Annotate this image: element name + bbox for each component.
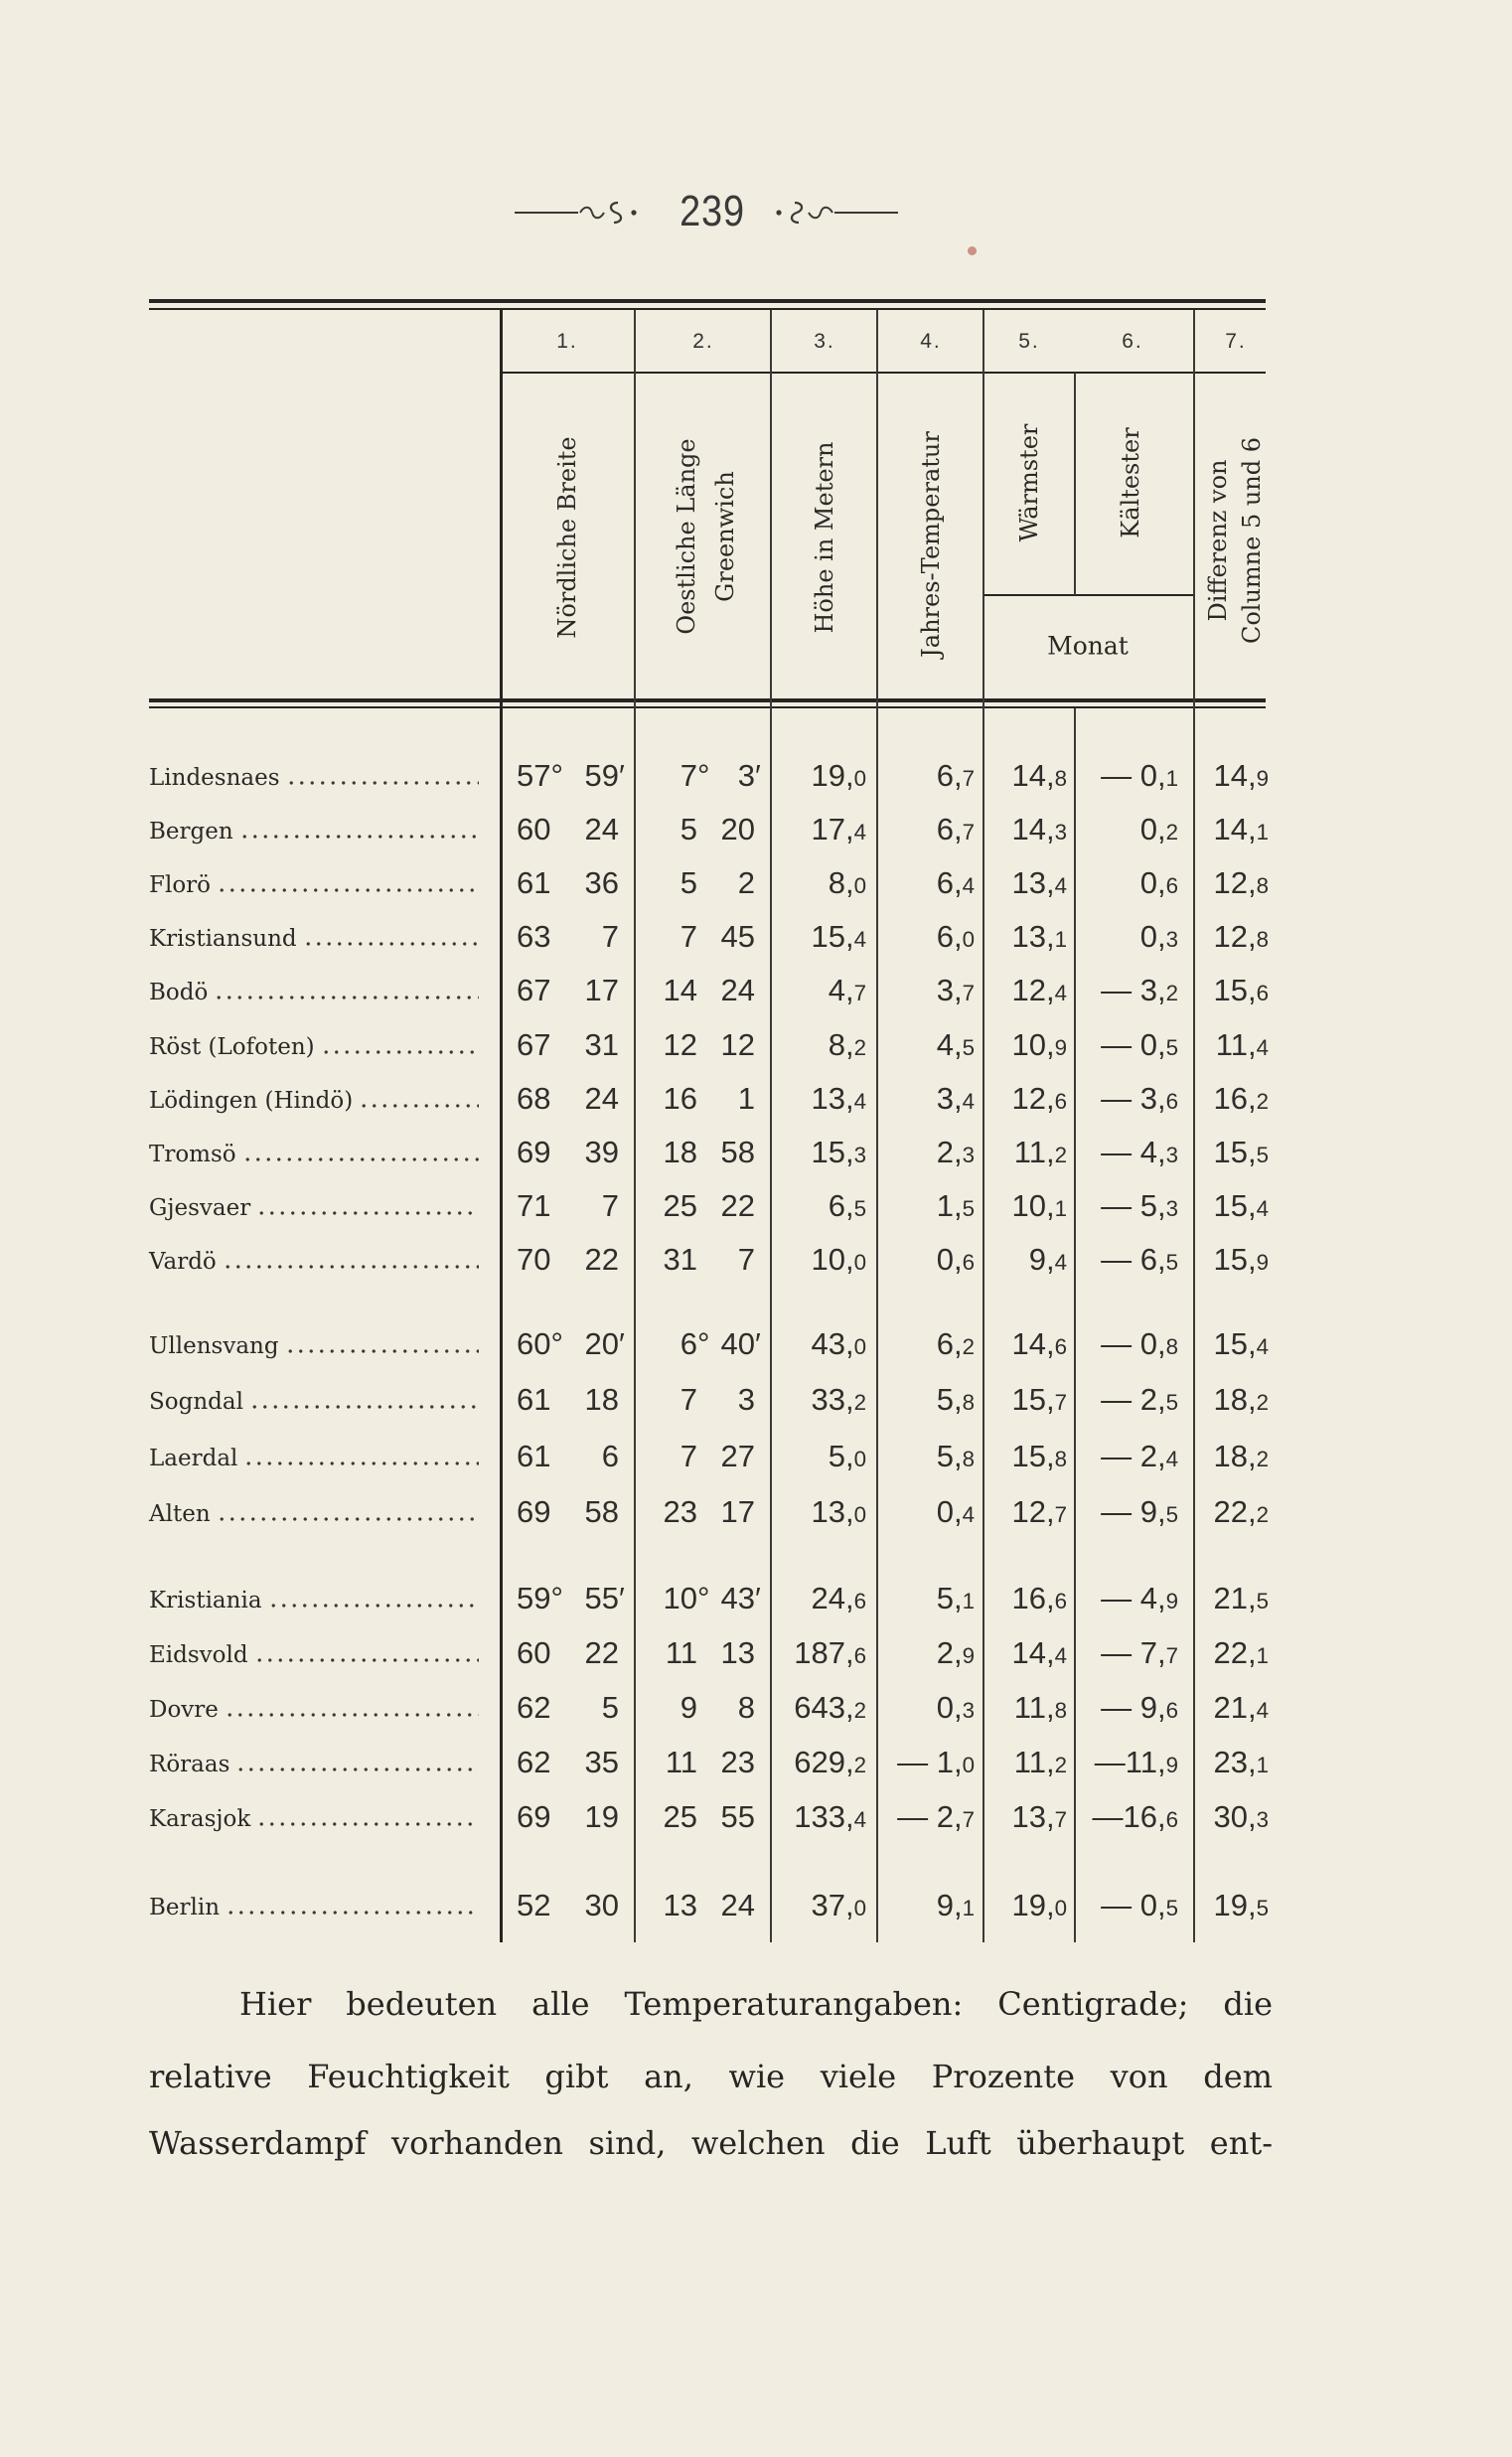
warmest-month-temperature: 13,7 — [1011, 1799, 1067, 1834]
header-height: Höhe in Metern — [811, 441, 838, 634]
latitude-degrees: 61 — [517, 865, 551, 901]
place-cell — [149, 1879, 479, 1932]
longitude-degrees: 7 — [680, 1382, 697, 1418]
coldest-month-temperature: —11,9 — [1094, 1745, 1178, 1779]
latitude-minutes: 24 — [584, 812, 619, 847]
header-annual-temperature: Jahres-Temperatur — [917, 431, 945, 658]
longitude-degrees: 5 — [680, 812, 697, 847]
column-number: 7. — [1225, 330, 1247, 353]
height-meters: 17,4 — [811, 812, 866, 847]
longitude-minutes: 7 — [737, 1241, 755, 1277]
column-number: 5. — [1018, 330, 1040, 353]
temperature-difference: 23,1 — [1213, 1745, 1269, 1779]
latitude-minutes: 39 — [584, 1134, 619, 1169]
header-longitude: Oestliche Länge — [673, 438, 700, 635]
temperature-difference: 14,1 — [1213, 812, 1269, 847]
latitude-degrees: 70 — [517, 1241, 551, 1277]
place-cell — [149, 1317, 479, 1371]
place-cell — [149, 1179, 479, 1233]
height-meters: 8,0 — [828, 865, 866, 901]
longitude-minutes: 2 — [737, 865, 755, 901]
warmest-month-temperature: 11,2 — [1013, 1745, 1067, 1779]
latitude-degrees: 68 — [517, 1080, 551, 1116]
table-row — [0, 1072, 1512, 1126]
place-cell — [149, 1736, 479, 1789]
place-name: Tromsö — [149, 1141, 236, 1167]
table-row — [0, 964, 1512, 1017]
place-cell — [149, 1126, 479, 1179]
header-coldest: Kältester — [1117, 427, 1144, 538]
latitude-degrees: 63 — [517, 919, 551, 955]
warmest-month-temperature: 10,9 — [1011, 1026, 1067, 1062]
height-meters: 13,0 — [811, 1493, 866, 1529]
latitude-minutes: 31 — [584, 1026, 619, 1062]
latitude-minutes: 30 — [584, 1888, 619, 1922]
column-number: 4. — [920, 330, 942, 353]
temperature-difference: 30,3 — [1213, 1799, 1269, 1834]
annual-temperature: — 2,7 — [897, 1799, 975, 1834]
place-name: Berlin — [149, 1895, 221, 1920]
table-row — [0, 1018, 1512, 1072]
warmest-month-temperature: 9,4 — [1028, 1241, 1067, 1277]
annual-temperature: — 1,0 — [897, 1745, 975, 1779]
temperature-difference: 16,2 — [1213, 1080, 1269, 1116]
longitude-degrees: 9 — [680, 1690, 697, 1725]
rule-header-bottom-thick — [149, 698, 1266, 702]
annual-temperature: 6,0 — [936, 919, 975, 955]
temperature-difference: 12,8 — [1213, 919, 1269, 955]
temperature-difference: 11,4 — [1215, 1026, 1269, 1062]
latitude-degrees: 60° — [517, 1326, 563, 1361]
longitude-degrees: 31 — [663, 1241, 697, 1277]
annual-temperature: 5,1 — [936, 1581, 975, 1615]
header-difference: Differenz von — [1204, 459, 1232, 622]
coldest-month-temperature: — 5,3 — [1101, 1187, 1178, 1223]
height-meters: 643,2 — [794, 1690, 866, 1725]
table-row — [0, 1879, 1512, 1932]
longitude-degrees: 14 — [663, 973, 697, 1008]
footnote-line: relative Feuchtigkeit gibt an, wie viele Prozente von dem — [149, 2058, 1273, 2095]
dot-leader — [242, 1156, 479, 1162]
latitude-degrees: 52 — [517, 1888, 551, 1922]
latitude-minutes: 24 — [584, 1080, 619, 1116]
place-cell — [149, 1681, 479, 1735]
warmest-month-temperature: 16,6 — [1011, 1581, 1067, 1615]
longitude-degrees: 16 — [663, 1080, 697, 1116]
longitude-minutes: 3′ — [737, 758, 761, 793]
place-cell — [149, 1373, 479, 1427]
footnote-line: Wasserdampf vorhanden sind, welchen die Luft überhaupt ent- — [149, 2124, 1273, 2162]
table-row — [0, 1485, 1512, 1539]
coldest-month-temperature: 0,2 — [1139, 812, 1178, 847]
column-number: 3. — [814, 330, 835, 353]
longitude-degrees: 6° — [680, 1326, 710, 1361]
table-row — [0, 1317, 1512, 1371]
temperature-difference: 15,6 — [1213, 973, 1269, 1008]
place-cell — [149, 1233, 479, 1287]
latitude-degrees: 60 — [517, 1635, 551, 1670]
coldest-month-temperature: — 2,4 — [1101, 1438, 1178, 1473]
height-meters: 6,5 — [828, 1187, 866, 1223]
dot-leader — [285, 1348, 479, 1354]
coldest-month-temperature: — 0,1 — [1101, 758, 1178, 793]
rule-column-numbers-bottom — [502, 372, 1266, 374]
height-meters: 15,3 — [811, 1134, 866, 1169]
place-name: Ullensvang — [149, 1333, 279, 1359]
table-row — [0, 856, 1512, 910]
annual-temperature: 6,2 — [936, 1326, 975, 1361]
coldest-month-temperature: — 3,6 — [1101, 1080, 1178, 1116]
temperature-difference: 18,2 — [1213, 1438, 1269, 1473]
right-ornament-icon — [767, 198, 900, 228]
dot-leader — [286, 780, 479, 786]
place-cell — [149, 1572, 479, 1625]
table-row — [0, 910, 1512, 964]
latitude-degrees: 67 — [517, 973, 551, 1008]
dot-leader — [268, 1603, 479, 1609]
annual-temperature: 6,7 — [936, 758, 975, 793]
longitude-minutes: 12 — [720, 1026, 755, 1062]
longitude-minutes: 23 — [720, 1745, 755, 1779]
dot-leader — [223, 1264, 479, 1270]
place-name: Lindesnaes — [149, 765, 280, 791]
latitude-degrees: 67 — [517, 1026, 551, 1062]
annual-temperature: 0,3 — [936, 1690, 975, 1725]
dot-leader — [359, 1103, 479, 1109]
warmest-month-temperature: 14,3 — [1011, 812, 1067, 847]
latitude-degrees: 62 — [517, 1745, 551, 1779]
header-longitude-reference: Greenwich — [711, 471, 739, 602]
rule-top-thin — [149, 308, 1266, 310]
place-cell — [149, 1790, 479, 1844]
column-number: 6. — [1122, 330, 1143, 353]
annual-temperature: 4,5 — [936, 1026, 975, 1062]
latitude-minutes: 58 — [584, 1493, 619, 1529]
longitude-degrees: 18 — [663, 1134, 697, 1169]
longitude-degrees: 13 — [663, 1888, 697, 1922]
page-number: 239 — [680, 187, 745, 235]
rule-header-bottom-thin — [149, 706, 1266, 708]
place-name: Kristiansund — [149, 926, 297, 953]
place-name: Bergen — [149, 819, 233, 845]
latitude-minutes: 55′ — [584, 1581, 625, 1615]
longitude-minutes: 45 — [720, 919, 755, 955]
place-name: Florö — [149, 872, 212, 899]
coldest-month-temperature: — 7,7 — [1101, 1635, 1178, 1670]
latitude-degrees: 57° — [517, 758, 563, 793]
column-number: 1. — [556, 330, 578, 353]
latitude-minutes: 36 — [584, 865, 619, 901]
dot-leader — [254, 1657, 479, 1663]
longitude-minutes: 58 — [720, 1134, 755, 1169]
latitude-minutes: 18 — [584, 1382, 619, 1418]
left-ornament-icon — [513, 198, 646, 228]
warmest-month-temperature: 15,8 — [1011, 1438, 1067, 1473]
latitude-minutes: 6 — [601, 1438, 619, 1473]
latitude-degrees: 69 — [517, 1799, 551, 1834]
dot-leader — [226, 1910, 479, 1916]
coldest-month-temperature: — 4,3 — [1101, 1134, 1178, 1169]
place-name: Vardö — [149, 1248, 217, 1275]
annual-temperature: 0,4 — [936, 1493, 975, 1529]
rule-top-thick — [149, 299, 1266, 303]
latitude-minutes: 59′ — [584, 758, 625, 793]
latitude-minutes: 7 — [601, 919, 619, 955]
latitude-degrees: 69 — [517, 1134, 551, 1169]
latitude-degrees: 60 — [517, 812, 551, 847]
latitude-minutes: 35 — [584, 1745, 619, 1779]
table-row — [0, 1626, 1512, 1680]
coldest-month-temperature: —16,6 — [1092, 1799, 1178, 1834]
place-cell — [149, 910, 479, 964]
longitude-minutes: 8 — [737, 1690, 755, 1725]
temperature-difference: 15,5 — [1213, 1134, 1269, 1169]
latitude-minutes: 7 — [601, 1187, 619, 1223]
latitude-minutes: 17 — [584, 973, 619, 1008]
annual-temperature: 0,6 — [936, 1241, 975, 1277]
coldest-month-temperature: — 0,5 — [1101, 1026, 1178, 1062]
place-name: Röst (Lofoten) — [149, 1033, 315, 1060]
temperature-difference: 15,4 — [1213, 1187, 1269, 1223]
annual-temperature: 6,7 — [936, 812, 975, 847]
place-name: Dovre — [149, 1697, 219, 1723]
place-cell — [149, 1018, 479, 1072]
latitude-degrees: 69 — [517, 1493, 551, 1529]
height-meters: 37,0 — [811, 1888, 866, 1922]
coldest-month-temperature: 0,6 — [1139, 865, 1178, 901]
longitude-minutes: 24 — [720, 1888, 755, 1922]
coldest-month-temperature: 0,3 — [1139, 919, 1178, 955]
annual-temperature: 3,7 — [936, 973, 975, 1008]
temperature-difference: 22,2 — [1213, 1493, 1269, 1529]
warmest-month-temperature: 19,0 — [1011, 1888, 1067, 1922]
height-meters: 8,2 — [828, 1026, 866, 1062]
coldest-month-temperature: — 4,9 — [1101, 1581, 1178, 1615]
latitude-degrees: 62 — [517, 1690, 551, 1725]
header-difference-detail: Columne 5 und 6 — [1238, 436, 1266, 645]
temperature-difference: 14,9 — [1213, 758, 1269, 793]
longitude-degrees: 25 — [663, 1187, 697, 1223]
coldest-month-temperature: — 0,8 — [1101, 1326, 1178, 1361]
table-row — [0, 1790, 1512, 1844]
coldest-month-temperature: — 3,2 — [1101, 973, 1178, 1008]
annual-temperature: 6,4 — [936, 865, 975, 901]
dot-leader — [217, 1516, 479, 1522]
dot-leader — [256, 1210, 479, 1216]
table-row — [0, 1430, 1512, 1483]
ink-spot — [968, 246, 977, 255]
annual-temperature: 2,3 — [936, 1134, 975, 1169]
place-cell — [149, 749, 479, 803]
header-latitude: Nördliche Breite — [553, 436, 581, 639]
temperature-difference: 15,4 — [1213, 1326, 1269, 1361]
annual-temperature: 9,1 — [936, 1888, 975, 1922]
place-name: Karasjok — [149, 1806, 251, 1832]
dot-leader — [321, 1049, 479, 1055]
table-row — [0, 1373, 1512, 1427]
place-name: Röraas — [149, 1752, 230, 1777]
warmest-month-temperature: 15,7 — [1011, 1382, 1067, 1418]
coldest-month-temperature: — 9,5 — [1101, 1493, 1178, 1529]
longitude-degrees: 11 — [665, 1745, 697, 1779]
temperature-difference: 15,9 — [1213, 1241, 1269, 1277]
place-cell — [149, 803, 479, 856]
table-row — [0, 1681, 1512, 1735]
height-meters: 187,6 — [794, 1635, 866, 1670]
footnote-line: Hier bedeuten alle Temperaturangaben: Centigrade; die — [239, 1985, 1273, 2023]
annual-temperature: 5,8 — [936, 1438, 975, 1473]
place-name: Sogndal — [149, 1389, 243, 1416]
coldest-month-temperature: — 9,6 — [1101, 1690, 1178, 1725]
temperature-difference: 21,4 — [1213, 1690, 1269, 1725]
longitude-degrees: 7 — [680, 919, 697, 955]
warmest-month-temperature: 12,7 — [1011, 1493, 1067, 1529]
table-row — [0, 1179, 1512, 1233]
coldest-month-temperature: — 2,5 — [1101, 1382, 1178, 1418]
rule-month-divider — [983, 594, 1194, 596]
place-cell — [149, 856, 479, 910]
longitude-minutes: 17 — [720, 1493, 755, 1529]
longitude-minutes: 40′ — [720, 1326, 761, 1361]
dot-leader — [225, 1712, 479, 1718]
dot-leader — [239, 834, 479, 840]
latitude-minutes: 20′ — [584, 1326, 625, 1361]
warmest-month-temperature: 12,4 — [1011, 973, 1067, 1008]
table-row — [0, 1736, 1512, 1789]
annual-temperature: 2,9 — [936, 1635, 975, 1670]
height-meters: 133,4 — [794, 1799, 866, 1834]
place-name: Laerdal — [149, 1445, 238, 1471]
longitude-minutes: 3 — [737, 1382, 755, 1418]
longitude-minutes: 43′ — [720, 1581, 761, 1615]
dot-leader — [249, 1404, 479, 1410]
height-meters: 5,0 — [828, 1438, 866, 1473]
header-month: Monat — [1047, 631, 1129, 661]
warmest-month-temperature: 14,6 — [1011, 1326, 1067, 1361]
dot-leader — [303, 941, 479, 947]
warmest-month-temperature: 13,1 — [1011, 919, 1067, 955]
longitude-degrees: 23 — [663, 1493, 697, 1529]
place-cell — [149, 1430, 479, 1483]
longitude-minutes: 1 — [737, 1080, 755, 1116]
place-cell — [149, 1626, 479, 1680]
longitude-degrees: 25 — [663, 1799, 697, 1834]
table-row — [0, 1572, 1512, 1625]
column-number: 2. — [692, 330, 714, 353]
annual-temperature: 3,4 — [936, 1080, 975, 1116]
warmest-month-temperature: 11,2 — [1013, 1134, 1067, 1169]
temperature-difference: 18,2 — [1213, 1382, 1269, 1418]
place-cell — [149, 964, 479, 1017]
height-meters: 43,0 — [811, 1326, 866, 1361]
temperature-difference: 12,8 — [1213, 865, 1269, 901]
height-meters: 24,6 — [811, 1581, 866, 1615]
longitude-degrees: 12 — [663, 1026, 697, 1062]
place-cell — [149, 1072, 479, 1126]
latitude-minutes: 19 — [584, 1799, 619, 1834]
annual-temperature: 5,8 — [936, 1382, 975, 1418]
warmest-month-temperature: 14,4 — [1011, 1635, 1067, 1670]
longitude-degrees: 7° — [680, 758, 710, 793]
dot-leader — [235, 1766, 479, 1772]
longitude-minutes: 24 — [720, 973, 755, 1008]
latitude-degrees: 61 — [517, 1382, 551, 1418]
place-cell — [149, 1485, 479, 1539]
height-meters: 19,0 — [811, 758, 866, 793]
dot-leader — [256, 1821, 479, 1827]
height-meters: 10,0 — [811, 1241, 866, 1277]
place-name: Kristiania — [149, 1588, 262, 1613]
place-name: Eidsvold — [149, 1642, 248, 1668]
place-name: Bodö — [149, 980, 209, 1006]
warmest-month-temperature: 12,6 — [1011, 1080, 1067, 1116]
longitude-minutes: 13 — [720, 1635, 755, 1670]
latitude-degrees: 59° — [517, 1581, 563, 1615]
height-meters: 4,7 — [828, 973, 866, 1008]
height-meters: 15,4 — [811, 919, 866, 955]
warmest-month-temperature: 13,4 — [1011, 865, 1067, 901]
temperature-difference: 21,5 — [1213, 1581, 1269, 1615]
height-meters: 13,4 — [811, 1080, 866, 1116]
place-name: Alten — [149, 1500, 211, 1527]
latitude-degrees: 61 — [517, 1438, 551, 1473]
dot-leader — [214, 995, 479, 1000]
table-row — [0, 1233, 1512, 1287]
longitude-minutes: 27 — [720, 1438, 755, 1473]
temperature-difference: 22,1 — [1213, 1635, 1269, 1670]
dot-leader — [243, 1460, 479, 1466]
longitude-degrees: 7 — [680, 1438, 697, 1473]
longitude-minutes: 20 — [720, 812, 755, 847]
longitude-minutes: 55 — [720, 1799, 755, 1834]
coldest-month-temperature: — 0,5 — [1101, 1888, 1178, 1922]
table-row — [0, 749, 1512, 803]
height-meters: 629,2 — [794, 1745, 866, 1779]
longitude-degrees: 10° — [663, 1581, 710, 1615]
annual-temperature: 1,5 — [936, 1187, 975, 1223]
longitude-degrees: 11 — [665, 1635, 697, 1670]
warmest-month-temperature: 11,8 — [1013, 1690, 1067, 1725]
header-warmest: Wärmster — [1015, 423, 1043, 542]
longitude-degrees: 5 — [680, 865, 697, 901]
latitude-minutes: 22 — [584, 1635, 619, 1670]
dot-leader — [217, 887, 479, 893]
column-divider — [1074, 373, 1076, 595]
coldest-month-temperature: — 6,5 — [1101, 1241, 1178, 1277]
latitude-minutes: 5 — [601, 1690, 619, 1725]
place-name: Lödingen (Hindö) — [149, 1087, 354, 1114]
table-row — [0, 803, 1512, 856]
place-name: Gjesvaer — [149, 1194, 251, 1221]
temperature-difference: 19,5 — [1213, 1888, 1269, 1922]
latitude-degrees: 71 — [517, 1187, 551, 1223]
longitude-minutes: 22 — [720, 1187, 755, 1223]
warmest-month-temperature: 10,1 — [1011, 1187, 1067, 1223]
table-row — [0, 1126, 1512, 1179]
height-meters: 33,2 — [811, 1382, 866, 1418]
latitude-minutes: 22 — [584, 1241, 619, 1277]
warmest-month-temperature: 14,8 — [1011, 758, 1067, 793]
